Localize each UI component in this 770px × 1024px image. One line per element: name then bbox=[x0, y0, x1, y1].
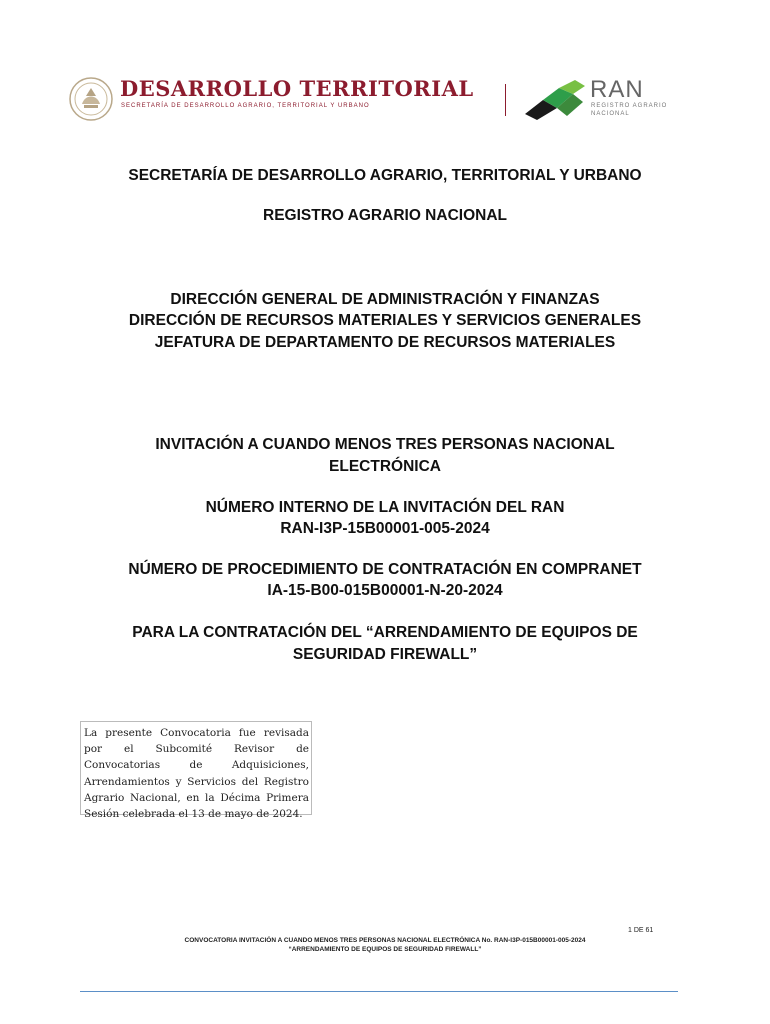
procedimiento-label: NÚMERO DE PROCEDIMIENTO DE CONTRATACIÓN EN COMPRANET bbox=[128, 561, 642, 578]
ran-logo-icon bbox=[523, 78, 587, 122]
ran-logo-text: RAN bbox=[590, 76, 644, 103]
mexico-seal-icon bbox=[68, 76, 114, 122]
ran-subtitle-2: NACIONAL bbox=[591, 111, 630, 117]
dt-main-title: DESARROLLO TERRITORIAL bbox=[120, 76, 474, 101]
document-header bbox=[68, 72, 668, 124]
footer-line-1: CONVOCATORIA INVITACIÓN A CUANDO MENOS TRES PERSONAS NACIONAL ELECTRÓNICA No. RAN-I3P-015B00001-005-2024 bbox=[184, 937, 586, 944]
bottom-rule bbox=[80, 991, 678, 992]
registro-heading: REGISTRO AGRARIO NACIONAL bbox=[263, 207, 507, 224]
page-number: 1 DE 61 bbox=[628, 927, 654, 934]
invitacion-heading-line2: ELECTRÓNICA bbox=[329, 458, 441, 475]
contratacion-heading-line2: SEGURIDAD FIREWALL” bbox=[292, 646, 478, 663]
numero-interno-label: NÚMERO INTERNO DE LA INVITACIÓN DEL RAN bbox=[205, 499, 565, 516]
secretaria-heading: SECRETARÍA DE DESARROLLO AGRARIO, TERRITORIAL Y URBANO bbox=[128, 167, 642, 184]
jefatura-heading: JEFATURA DE DEPARTAMENTO DE RECURSOS MATERIALES bbox=[154, 334, 616, 351]
footer-line-2: “ARRENDAMIENTO DE EQUIPOS DE SEGURIDAD FIREWALL” bbox=[288, 946, 482, 953]
procedimiento-value: IA-15-B00-015B00001-N-20-2024 bbox=[267, 582, 503, 599]
ran-subtitle-1: REGISTRO AGRARIO bbox=[591, 103, 668, 109]
numero-interno-value: RAN-I3P-15B00001-005-2024 bbox=[280, 520, 490, 537]
review-notice-box: La presente Convocatoria fue revisada por el Subcomité Revisor de Convocatorias de Adquisiciones, Arrendamientos y Servicios del Registro Agrario Nacional, en la Décima Primera Sesión celebrada el 13 de mayo de 2024. bbox=[80, 721, 312, 815]
contratacion-heading-line1: PARA LA CONTRATACIÓN DEL “ARRENDAMIENTO DE EQUIPOS DE bbox=[132, 624, 638, 641]
direccion-general-heading: DIRECCIÓN GENERAL DE ADMINISTRACIÓN Y FINANZAS bbox=[170, 291, 600, 308]
header-divider bbox=[505, 84, 506, 116]
dt-subtitle: SECRETARÍA DE DESARROLLO AGRARIO, TERRITORIAL Y URBANO bbox=[121, 103, 370, 109]
direccion-recursos-heading: DIRECCIÓN DE RECURSOS MATERIALES Y SERVICIOS GENERALES bbox=[128, 312, 642, 329]
invitacion-heading-line1: INVITACIÓN A CUANDO MENOS TRES PERSONAS NACIONAL bbox=[155, 436, 615, 453]
